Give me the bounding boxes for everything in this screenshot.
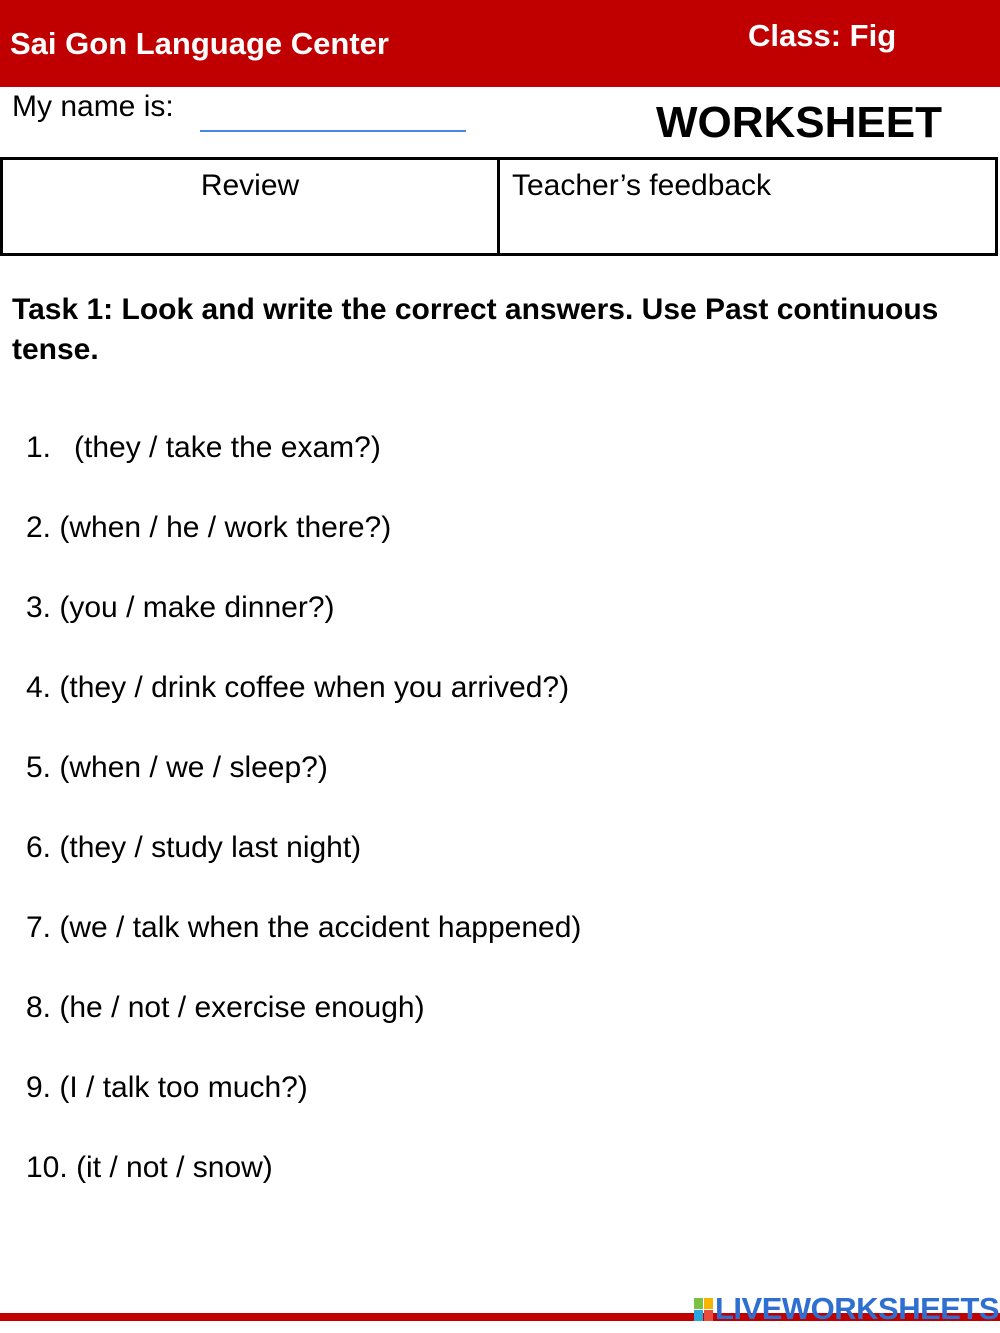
liveworksheets-brand[interactable] <box>694 1292 999 1326</box>
center-name: Sai Gon Language Center <box>10 26 389 61</box>
liveworksheets-logo-icon <box>694 1298 713 1321</box>
question-number: 1. <box>26 431 52 464</box>
question-number: 4. <box>26 671 52 704</box>
teacher-feedback-label: Teacher’s feedback <box>512 169 772 202</box>
header-bar <box>0 0 1000 87</box>
question-text: (they / study last night) <box>59 831 362 864</box>
name-label: My name is: <box>12 90 174 123</box>
question-text: (I / talk too much?) <box>59 1071 308 1104</box>
question-text: (they / drink coffee when you arrived?) <box>59 671 570 704</box>
question-item <box>26 588 581 668</box>
question-text: (it / not / snow) <box>76 1151 273 1184</box>
review-label: Review <box>200 169 300 202</box>
brand-name: LIVEWORKSHEETS <box>715 1291 1000 1326</box>
question-number: 3. <box>26 591 52 624</box>
class-label: Class: Fig <box>748 18 897 53</box>
question-text: (when / he / work there?) <box>59 511 392 544</box>
question-item <box>26 1148 581 1228</box>
question-number: 7. <box>26 911 52 944</box>
question-text: (we / talk when the accident happened) <box>59 911 582 944</box>
question-text: (when / we / sleep?) <box>59 751 328 784</box>
question-list <box>26 428 581 1228</box>
table-divider <box>497 160 500 253</box>
task-title: Task 1: Look and write the correct answers. Use Past continuous tense. <box>12 293 939 366</box>
question-number: 8. <box>26 991 52 1024</box>
name-input[interactable] <box>200 100 466 132</box>
question-number: 5. <box>26 751 52 784</box>
question-number: 2. <box>26 511 52 544</box>
question-item <box>26 748 581 828</box>
question-item <box>26 908 581 988</box>
review-feedback-table <box>0 157 998 256</box>
question-number: 9. <box>26 1071 52 1104</box>
question-text: (you / make dinner?) <box>59 591 335 624</box>
worksheet-title: WORKSHEET <box>656 98 942 147</box>
question-number: 10. <box>26 1151 68 1184</box>
question-item <box>26 668 581 748</box>
question-item <box>26 1068 581 1148</box>
question-item <box>26 508 581 588</box>
question-item <box>26 428 581 508</box>
question-item <box>26 828 581 908</box>
question-text: (they / take the exam?) <box>74 431 381 464</box>
question-number: 6. <box>26 831 52 864</box>
question-item <box>26 988 581 1068</box>
question-text: (he / not / exercise enough) <box>59 991 425 1024</box>
